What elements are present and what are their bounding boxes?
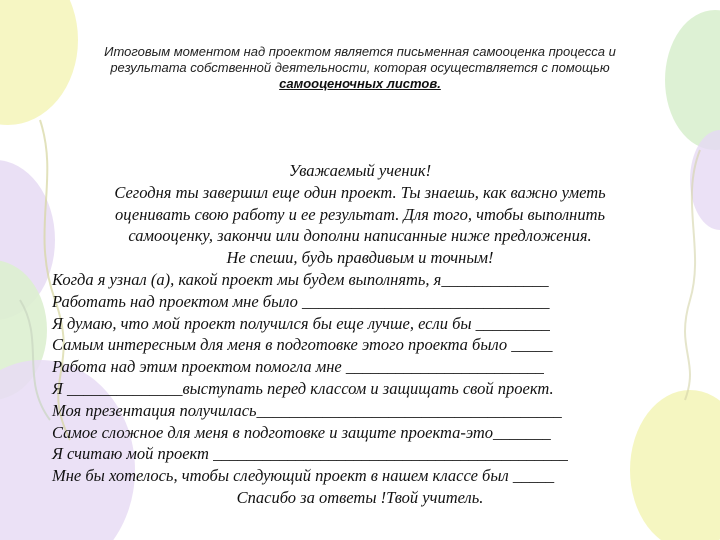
- signature: Спасибо за ответы !Твой учитель.: [236, 487, 484, 507]
- greeting: Уважаемый ученик!: [288, 161, 432, 180]
- prompt-line: Я думаю, что мой проект получился бы еще лучше, если бы _________: [52, 313, 550, 333]
- prompt-line: Самое сложное для меня в подготовке и защите проекта-это_______: [52, 422, 551, 442]
- prompt-line: Мне бы хотелось, чтобы следующий проект в нашем классе был _____: [52, 466, 555, 486]
- prompt-line: Я ______________выступать перед классом и защищать свой проект.: [52, 378, 554, 398]
- letter-body-line: оценивать свою работу и ее результат. Для того, чтобы выполнить: [115, 204, 605, 224]
- prompt-line: Самым интересным для меня в подготовке этого проекта было _____: [52, 335, 553, 355]
- letter-body-line: Сегодня ты завершил еще один проект. Ты знаешь, как важно уметь: [114, 182, 606, 202]
- lilac-balloon-right: [690, 130, 720, 230]
- letter-body-line: самооценку, закончи или дополни написанные ниже предложения.: [128, 226, 592, 246]
- prompt-line: Когда я узнал (а), какой проект мы будем выполнять, я_____________: [52, 269, 549, 289]
- intro-line: Итоговым моментом над проектом является письменная самооценка процесса и: [104, 44, 616, 59]
- prompt-line: Моя презентация получилась_____________________________________: [52, 400, 562, 420]
- self-assessment-letter: [52, 160, 668, 509]
- letter-body-line: Не спеши, будь правдивым и точным!: [226, 248, 494, 268]
- prompt-line: Работа над этим проектом помогла мне ________________________: [52, 357, 544, 377]
- intro-line: результата собственной деятельности, которая осуществляется с помощью: [110, 60, 610, 75]
- self-assessment-sheets-link[interactable]: самооценочных листов.: [279, 76, 441, 91]
- prompt-line: Я считаю мой проект ___________________________________________: [52, 444, 568, 464]
- prompt-line: Работать над проектом мне было ______________________________: [52, 291, 550, 311]
- intro-text: [50, 44, 670, 92]
- green-balloon-right: [665, 10, 720, 150]
